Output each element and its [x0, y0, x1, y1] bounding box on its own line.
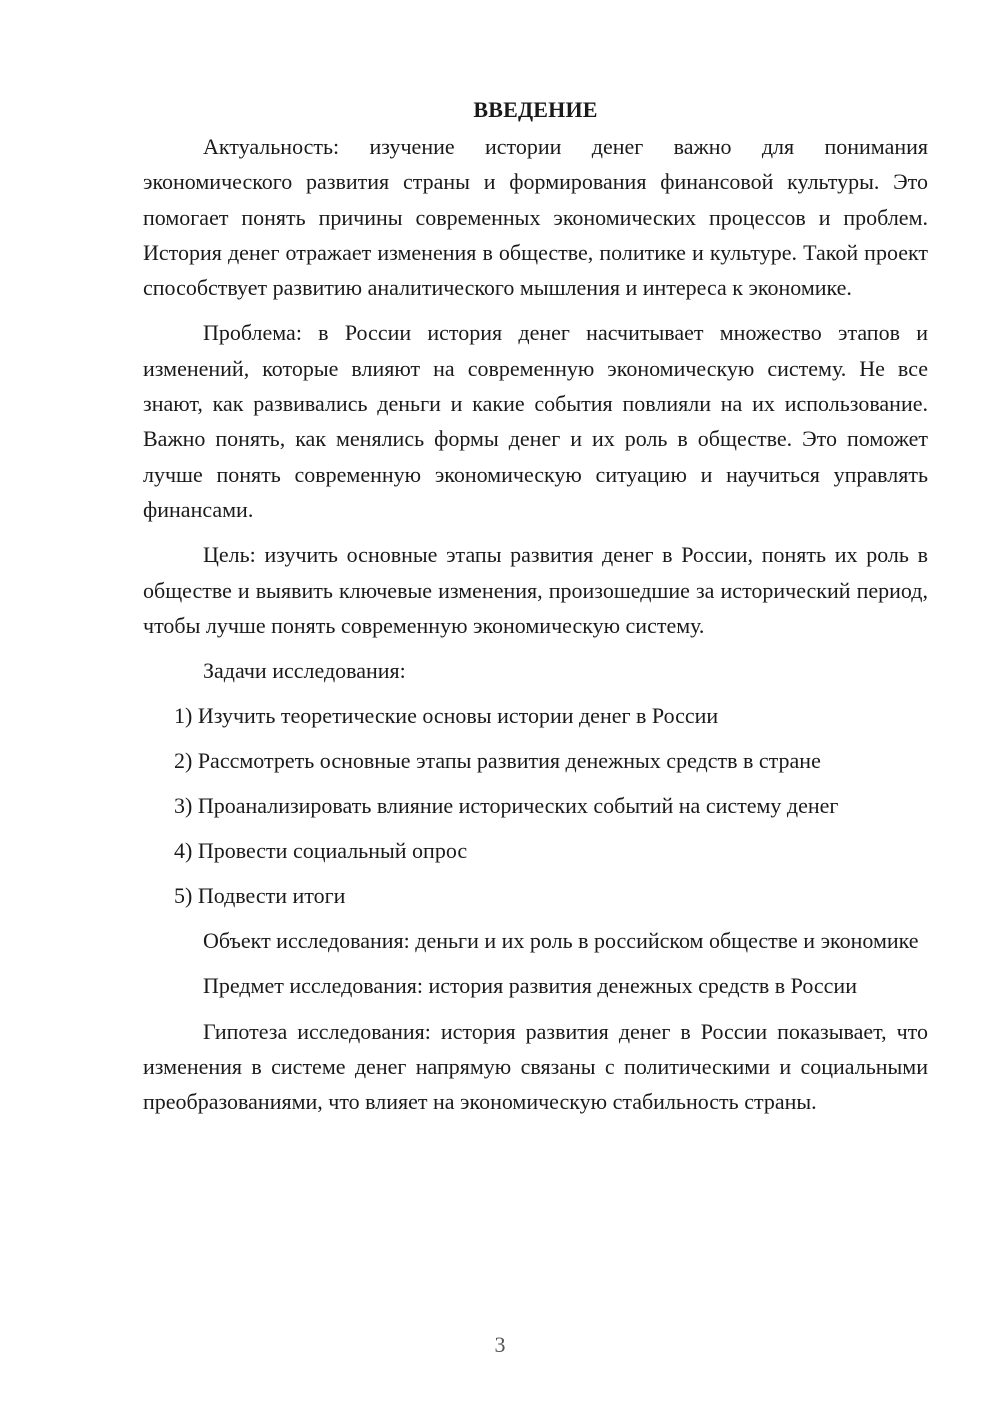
page-number: 3 — [494, 1332, 506, 1357]
problem-paragraph: Проблема: в России история денег насчитывает множество этапов и изменений, которые влияют на современную экономическую систему. Не все знают, как развивались деньги и какие события повлияли на их использование. Важно понять, как менялись формы денег и их роль в обществе. Это поможет лучше понять современную экономическую ситуацию и научиться управлять финансами. — [143, 320, 928, 522]
hypothesis-paragraph: Гипотеза исследования: история развития денег в России показывает, что изменения в системе денег напрямую связаны с политическими и социальными преобразованиями, что влияет на экономическую стабильность страны. — [143, 1018, 928, 1115]
task-item-1: 1) Изучить теоретические основы истории денег в России — [174, 703, 719, 729]
document-page — [143, 92, 928, 1120]
document-title: ВВЕДЕНИЕ — [473, 97, 598, 122]
goal-paragraph: Цель: изучить основные этапы развития денег в России, понять их роль в обществе и выявить ключевые изменения, произошедшие за исторический период, чтобы лучше понять современную экономическую систему. — [143, 542, 928, 638]
task-item-4: 4) Провести социальный опрос — [174, 838, 468, 864]
tasks-heading: Задачи исследования: — [203, 658, 406, 684]
task-item-5: 5) Подвести итоги — [174, 883, 346, 909]
task-item-3: 3) Проанализировать влияние исторических событий на систему денег — [174, 793, 839, 819]
object-paragraph: Объект исследования: деньги и их роль в российском обществе и экономике — [203, 928, 919, 954]
task-list — [143, 698, 928, 913]
task-item-2: 2) Рассмотреть основные этапы развития денежных средств в стране — [174, 748, 821, 774]
relevance-paragraph: Актуальность: изучение истории денег важно для понимания экономического развития страны и формирования финансовой культуры. Это помогает понять причины современных экономических процессов и проблем. История денег отражает изменения в обществе, политике и культуре. Такой проект способствует развитию аналитического мышления и интереса к экономике. — [143, 134, 928, 301]
subject-paragraph: Предмет исследования: история развития денежных средств в России — [203, 973, 857, 999]
